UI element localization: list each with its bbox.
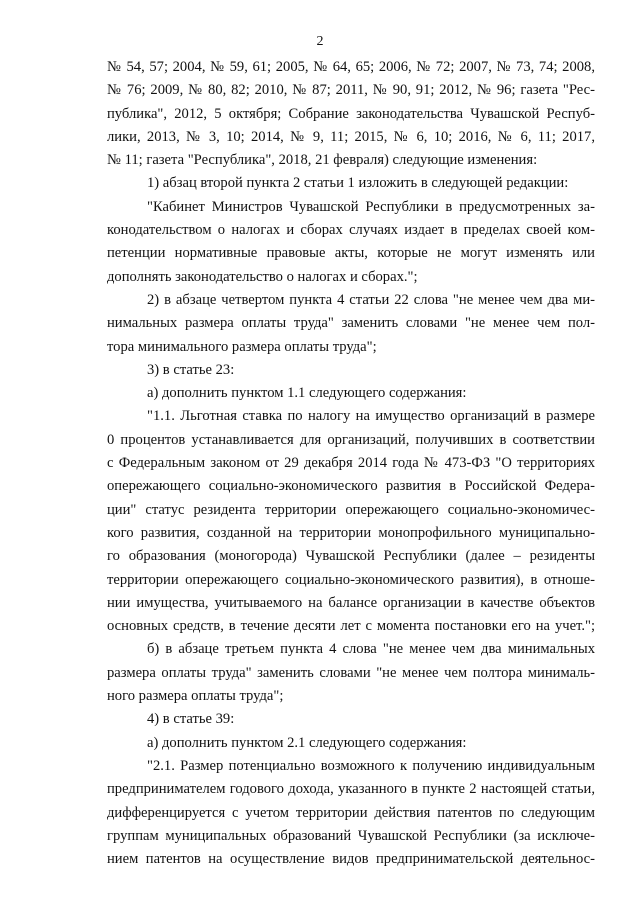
text-line: а) дополнить пунктом 2.1 следующего содержания:	[147, 734, 467, 751]
text-line: группам муниципальных образований Чувашской Республики (за исключе-	[107, 827, 595, 844]
text-line: публика", 2012, 5 октября; Собрание законодательства Чувашской Респуб-	[107, 105, 595, 122]
text-line: "2.1. Размер потенциально возможного к получению индивидуальным	[147, 757, 595, 774]
text-line: № 76; 2009, № 80, 82; 2010, № 87; 2011, № 90, 91; 2012, № 96; газета "Рес-	[107, 82, 595, 99]
text-line: конодательством о налогах и сборах случаях издает в пределах своей ком-	[107, 222, 595, 239]
text-line: территории опережающего социально-экономического развития), в отноше-	[107, 571, 595, 588]
text-line: 2) в абзаце четвертом пункта 4 статьи 22 слова "не менее чем два ми-	[147, 291, 595, 308]
text-line: предпринимателем годового дохода, указанного в пункте 2 настоящей статьи,	[107, 781, 595, 798]
text-line: 0 процентов устанавливается для организаций, получивших в соответствии	[107, 431, 595, 448]
text-line: тора минимального размера оплаты труда";	[107, 338, 377, 355]
text-line: размера оплаты труда" заменить словами "не менее чем полтора минималь-	[107, 664, 595, 681]
text-line: лики, 2013, № 3, 10; 2014, № 9, 11; 2015, № 6, 10; 2016, № 6, 11; 2017,	[107, 128, 595, 145]
text-line: 3) в статье 23:	[147, 361, 235, 378]
text-line: ции" статус резидента территории опережающего социально-экономичес-	[107, 501, 595, 518]
text-line: "Кабинет Министров Чувашской Республики в предусмотренных за-	[147, 198, 595, 215]
text-line: основных средств, в течение десяти лет с момента постановки его на учет.";	[107, 618, 595, 635]
text-line: а) дополнить пунктом 1.1 следующего содержания:	[147, 385, 467, 402]
text-line: № 11; газета "Республика", 2018, 21 февраля) следующие изменения:	[107, 152, 538, 169]
text-line: "1.1. Льготная ставка по налогу на имущество организаций в размере	[147, 408, 595, 425]
page-number: 2	[316, 34, 324, 49]
text-line: опережающего социально-экономического развития в Российской Федера-	[107, 478, 595, 495]
text-line: нии имущества, учитываемого на балансе организации в качестве объектов	[107, 594, 595, 611]
document-body	[107, 56, 595, 871]
text-line: 1) абзац второй пункта 2 статьи 1 изложить в следующей редакции:	[147, 175, 569, 192]
text-line: нимальных размера оплаты труда" заменить словами "не менее чем пол-	[107, 315, 595, 332]
text-line: с Федеральным законом от 29 декабря 2014 года № 473-ФЗ "О территориях	[107, 455, 595, 472]
text-line: кого развития, созданной на территории монопрофильного муниципально-	[107, 524, 595, 541]
text-line: дополнять законодательство о налогах и сборах.";	[107, 268, 418, 285]
text-line: № 54, 57; 2004, № 59, 61; 2005, № 64, 65; 2006, № 72; 2007, № 73, 74; 2008,	[107, 59, 595, 75]
text-line: петенции нормативные правовые акты, которые не могут изменять или	[107, 245, 595, 262]
text-line: нием патентов на осуществление видов предпринимательской деятельнос-	[107, 851, 595, 868]
text-line: го образования (моногорода) Чувашской Республики (далее – резиденты	[107, 548, 595, 565]
text-line: ного размера оплаты труда";	[107, 688, 284, 705]
text-line: б) в абзаце третьем пункта 4 слова "не менее чем два минимальных	[147, 641, 595, 658]
text-line: дифференцируется с учетом территории действия патентов по следующим	[107, 804, 595, 821]
text-line: 4) в статье 39:	[147, 711, 235, 728]
